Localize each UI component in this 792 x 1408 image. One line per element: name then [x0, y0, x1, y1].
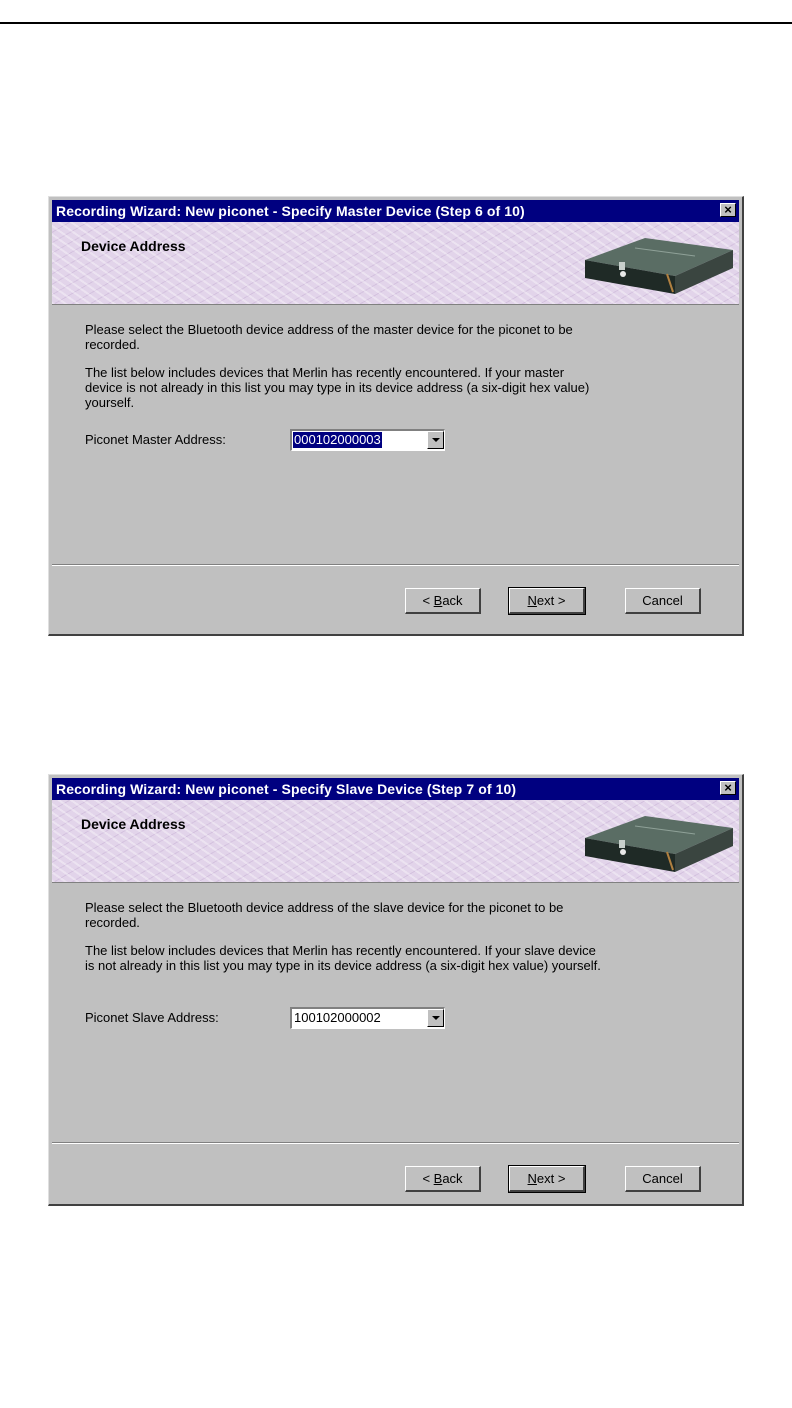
next-button[interactable]: Next > — [509, 1166, 585, 1192]
window-title: Recording Wizard: New piconet - Specify Slave Device (Step 7 of 10) — [56, 781, 517, 797]
next-button[interactable]: Next > — [509, 588, 585, 614]
master-address-label: Piconet Master Address: — [85, 432, 226, 447]
chevron-down-icon[interactable] — [427, 1009, 444, 1027]
instruction-text: Please select the Bluetooth device address of the slave device for the piconet to be recorded. — [85, 900, 564, 930]
page-top-rule — [0, 22, 792, 24]
slave-address-combobox[interactable] — [290, 1007, 445, 1029]
merlin-device-image — [575, 230, 735, 296]
title-bar[interactable] — [52, 778, 739, 800]
info-text: The list below includes devices that Merlin has recently encountered. If your slave device is not already in this list you may type in its device address (a six-digit hex value) yourself. — [85, 943, 601, 973]
slave-address-label: Piconet Slave Address: — [85, 1010, 219, 1025]
separator — [52, 565, 739, 566]
back-button[interactable]: < Back — [405, 588, 481, 614]
cancel-button[interactable]: Cancel — [625, 1166, 701, 1192]
cancel-button[interactable]: Cancel — [625, 588, 701, 614]
info-text: The list below includes devices that Merlin has recently encountered. If your master device is not already in this list you may type in its device address (a six-digit hex value) yourself. — [85, 365, 590, 410]
page-title: Device Address — [81, 238, 186, 254]
wizard-header — [52, 800, 739, 883]
back-button[interactable]: < Back — [405, 1166, 481, 1192]
master-address-value[interactable]: 000102000003 — [294, 432, 381, 447]
window-title: Recording Wizard: New piconet - Specify Master Device (Step 6 of 10) — [56, 203, 525, 219]
chevron-down-icon[interactable] — [427, 431, 444, 449]
instruction-text: Please select the Bluetooth device address of the master device for the piconet to be recorded. — [85, 322, 573, 352]
close-icon[interactable]: × — [720, 203, 736, 217]
close-icon[interactable]: × — [720, 781, 736, 795]
master-address-combobox[interactable] — [290, 429, 445, 451]
wizard-header — [52, 222, 739, 305]
slave-address-value[interactable]: 100102000002 — [294, 1010, 381, 1025]
separator — [52, 1143, 739, 1144]
wizard-dialog-slave — [48, 774, 744, 1206]
page-title: Device Address — [81, 816, 186, 832]
wizard-dialog-master — [48, 196, 744, 636]
title-bar[interactable] — [52, 200, 739, 222]
merlin-device-image — [575, 808, 735, 874]
